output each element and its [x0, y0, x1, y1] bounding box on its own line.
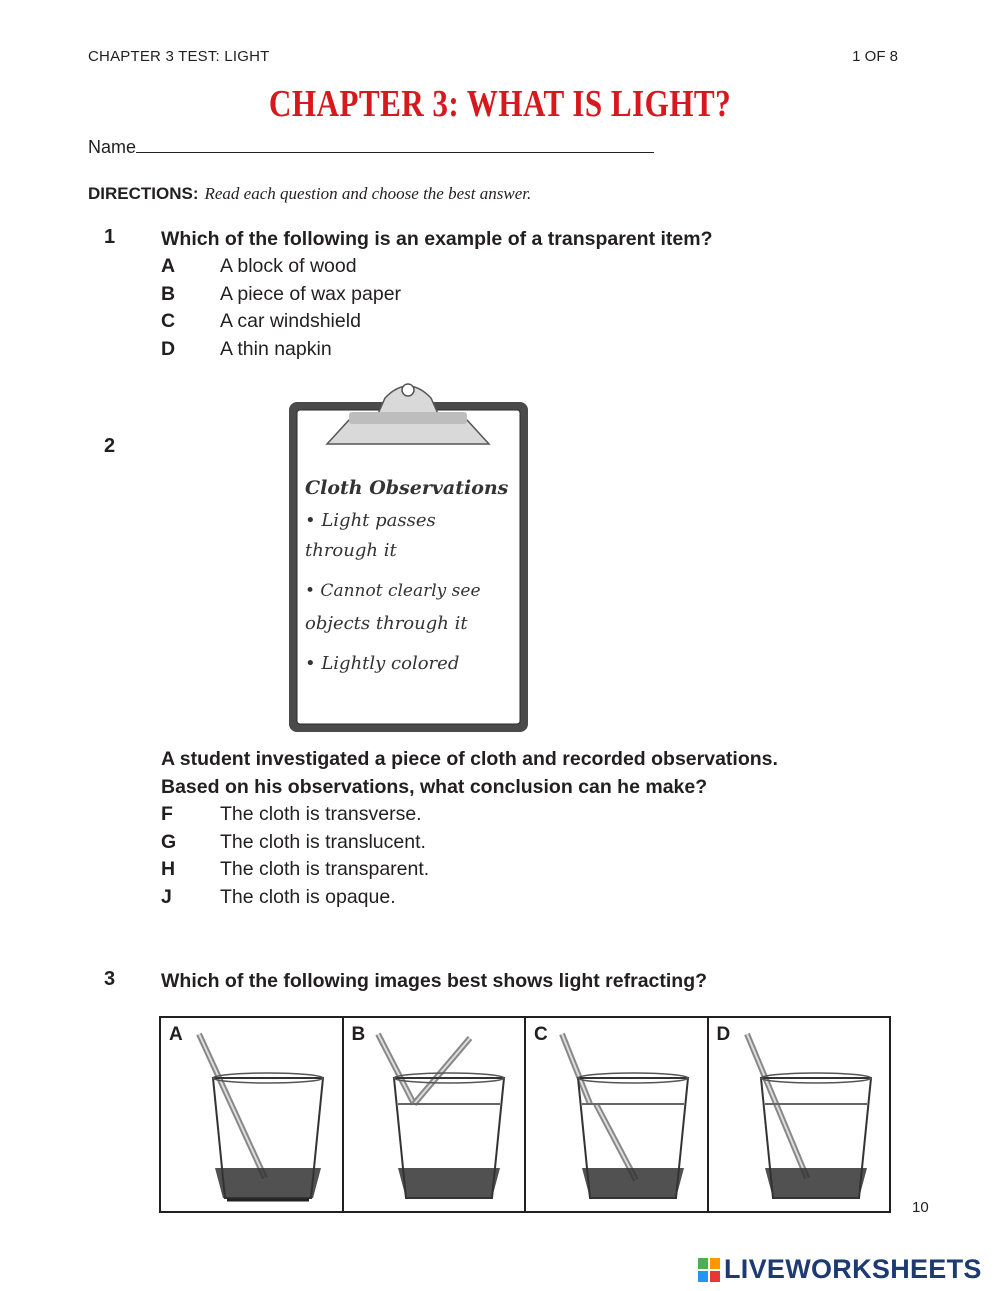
brand-name: LIVEWORKSHEETS: [724, 1254, 982, 1284]
q2-option-j[interactable]: The cloth is opaque.: [220, 886, 396, 908]
question-1-text: Which of the following is an example of a transparent item?: [161, 228, 713, 250]
question-2-text-line-2: Based on his observations, what conclusion can he make?: [161, 776, 708, 798]
q2-option-h-letter: H: [161, 858, 176, 880]
q2-option-g[interactable]: The cloth is translucent.: [220, 831, 426, 853]
glass-image-d[interactable]: [709, 1018, 890, 1211]
q2-option-f-letter: F: [161, 803, 173, 825]
question-2-text-line-1: A student investigated a piece of cloth and recorded observations.: [161, 748, 778, 770]
clipboard-line-4: objects through it: [305, 613, 468, 634]
page-title: CHAPTER 3: WHAT IS LIGHT?: [268, 83, 732, 125]
q2-option-f[interactable]: The cloth is transverse.: [220, 803, 422, 825]
name-label: Name: [88, 137, 137, 157]
name-row: [88, 135, 654, 158]
q1-option-d[interactable]: A thin napkin: [220, 338, 332, 360]
header-chapter-label: CHAPTER 3 TEST: LIGHT: [88, 48, 270, 65]
question-3-text: Which of the following images best shows light refracting?: [161, 970, 708, 992]
liveworksheets-logo-icon: [698, 1258, 720, 1282]
question-3-number: 3: [104, 968, 116, 990]
directions-label: DIRECTIONS:: [88, 184, 199, 203]
glass-images-panel: [159, 1016, 891, 1213]
name-field[interactable]: [136, 135, 654, 153]
clipboard-image: [287, 376, 530, 734]
q2-option-h[interactable]: The cloth is transparent.: [220, 858, 430, 880]
q1-option-a-letter: A: [161, 255, 176, 277]
clipboard-title: Cloth Observations: [305, 477, 509, 499]
q2-option-j-letter: J: [161, 886, 172, 908]
directions-text: Read each question and choose the best answer.: [204, 184, 532, 203]
q1-option-a[interactable]: A block of wood: [220, 255, 357, 277]
q1-option-b-letter: B: [161, 283, 176, 305]
question-1-number: 1: [104, 226, 116, 248]
liveworksheets-logo[interactable]: [698, 1254, 982, 1285]
glass-c-icon: [526, 1018, 708, 1211]
directions: [88, 184, 531, 204]
glass-d-icon: [709, 1018, 891, 1211]
clipboard-line-3: • Cannot clearly see: [305, 581, 481, 601]
q1-option-c[interactable]: A car windshield: [220, 310, 361, 332]
clipboard-line-1: • Light passes: [305, 510, 436, 531]
glass-label-d: D: [716, 1024, 731, 1045]
q2-option-g-letter: G: [161, 831, 177, 853]
glass-label-b: B: [351, 1024, 366, 1045]
glass-image-b[interactable]: [344, 1018, 527, 1211]
clipboard-line-5: • Lightly colored: [305, 653, 460, 674]
glass-label-c: C: [534, 1024, 548, 1045]
clipboard-line-2: through it: [305, 540, 397, 561]
page-number: 10: [912, 1199, 929, 1216]
q1-option-c-letter: C: [161, 310, 176, 332]
glass-a-icon: [161, 1018, 343, 1211]
glass-image-c[interactable]: [526, 1018, 709, 1211]
glass-image-a[interactable]: [161, 1018, 344, 1211]
glass-b-icon: [344, 1018, 526, 1211]
question-2-number: 2: [104, 435, 116, 457]
q1-option-b[interactable]: A piece of wax paper: [220, 283, 402, 305]
glass-label-a: A: [169, 1024, 183, 1045]
header-page-count: 1 OF 8: [852, 48, 898, 65]
q1-option-d-letter: D: [161, 338, 176, 360]
